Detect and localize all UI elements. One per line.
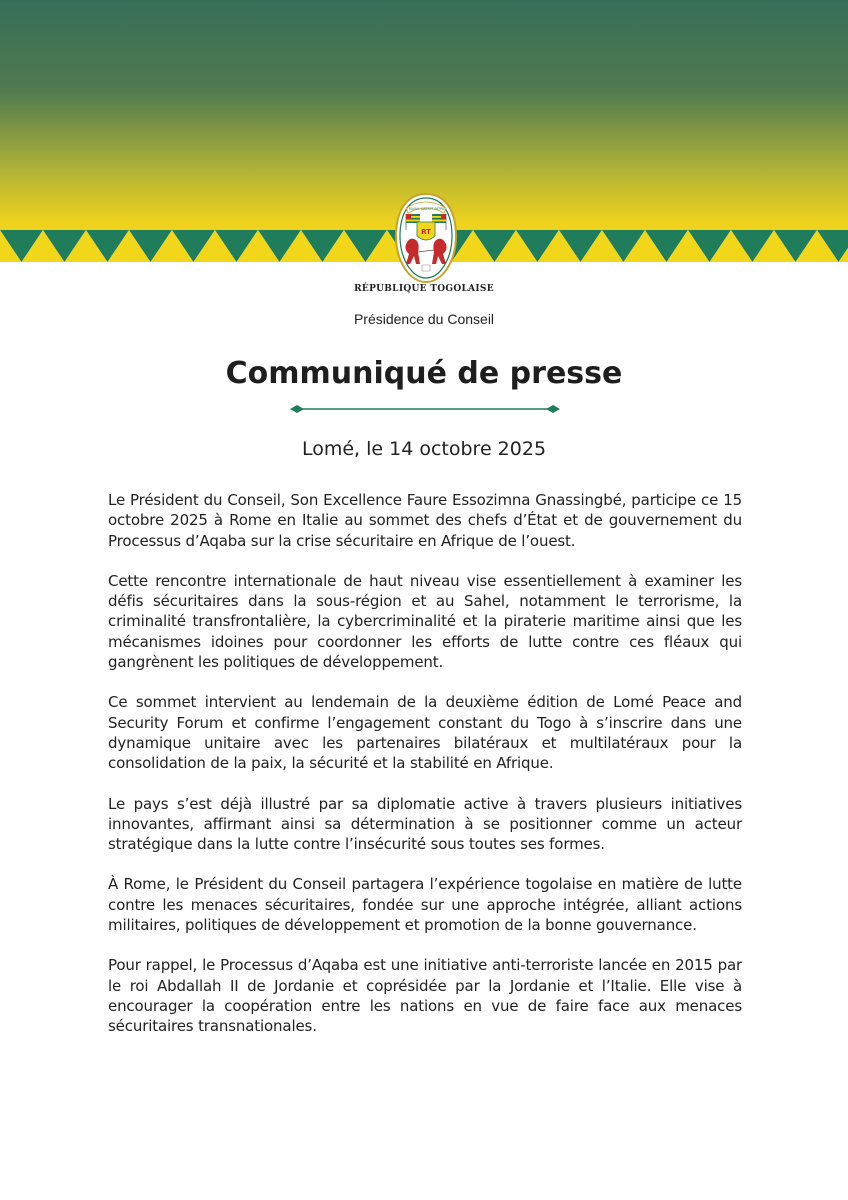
republic-name: RÉPUBLIQUE TOGOLAISE [354, 284, 494, 294]
diamond-icon-left [290, 405, 304, 413]
press-body [108, 490, 742, 1057]
paragraph: Cette rencontre internationale de haut niveau vise essentiellement à examiner les défis sécuritaires dans la sous-région et au Sahel, notamment le terrorisme, la criminalité transfrontalière, la cybercriminalité et la piraterie maritime ainsi que les mécanismes idoines pour coordonner les efforts de lutte contre ces fléaux qui gangrènent les politiques de développement. [108, 571, 742, 672]
emblem-motto: TRAVAIL LIBERTÉ PATRIE [406, 207, 446, 211]
coat-of-arms-logo [392, 192, 460, 284]
paragraph: Le Président du Conseil, Son Excellence Faure Essozimna Gnassingbé, participe ce 15 octobre 2025 à Rome en Italie au sommet des chefs d’État et de gouvernement du Processus d’Aqaba sur la crise sécuritaire en Afrique de l’ouest. [108, 491, 742, 550]
book-icon [422, 265, 430, 271]
page-title: Communiqué de presse [225, 356, 623, 391]
paragraph: Pour rappel, le Processus d’Aqaba est une initiative anti-terroriste lancée en 2015 par le roi Abdallah II de Jordanie et coprésidée par la Jordanie et l’Italie. Elle vise à encourager la coopération entre les nations en vue de faire face aux menaces sécuritaires transnationales. [108, 956, 742, 1036]
emblem-initials: RT [421, 228, 431, 236]
paragraph: Le pays s’est déjà illustré par sa diplomatie active à travers plusieurs initiatives innovantes, affirmant ainsi sa détermination à se positionner comme un acteur stratégique dans la lutte contre l’insécurité sous toutes ses formes. [108, 794, 742, 854]
dateline: Lomé, le 14 octobre 2025 [301, 438, 547, 460]
paragraph: Ce sommet intervient au lendemain de la deuxième édition de Lomé Peace and Security Forum et confirme l’engagement constant du Togo à s’inscrire dans une dynamique unitaire avec les partenaires bilatéraux et multilatéraux pour la consolidation de la paix, la sécurité et la stabilité en Afrique. [108, 693, 742, 773]
diamond-icon-right [546, 405, 560, 413]
paragraph: À Rome, le Président du Conseil partagera l’expérience togolaise en matière de lutte contre les menaces sécuritaires, fondée sur une approche intégrée, alliant actions militaires, politiques de développement et promotion de la bonne gouvernance. [108, 875, 742, 935]
presidence-label: Présidence du Conseil [353, 311, 495, 327]
title-divider [290, 402, 560, 416]
